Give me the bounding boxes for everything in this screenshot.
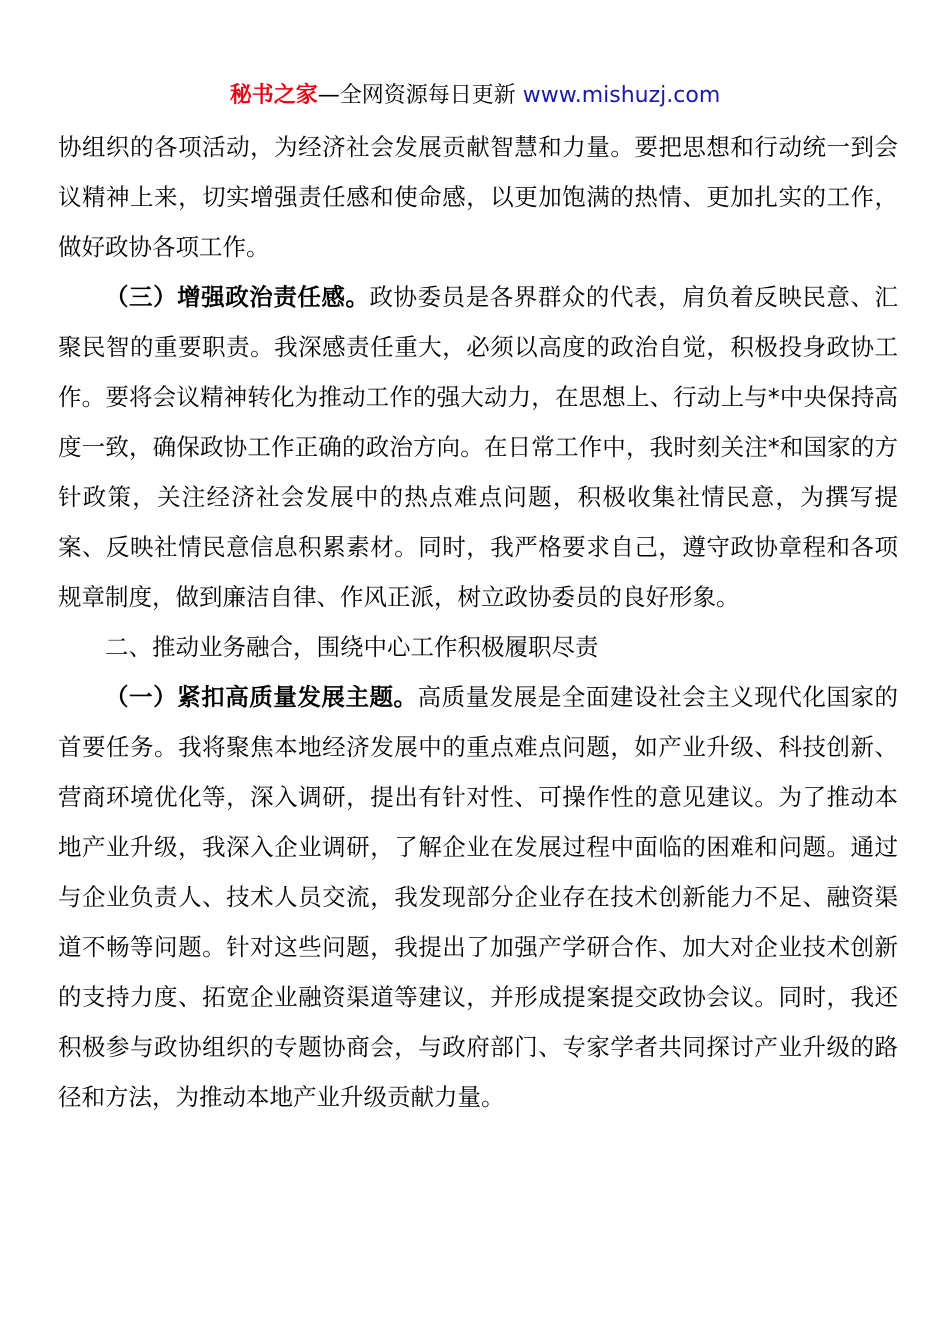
paragraph-political-responsibility	[58, 272, 898, 622]
paragraph-text: 协组织的各项活动，为经济社会发展贡献智慧和力量。要把思想和行动统一到会议精神上来，切实增强责任感和使命感，以更加饱满的热情、更加扎实的工作，做好政协各项工作。	[58, 133, 898, 261]
brand-name: 秘书之家	[229, 83, 318, 108]
paragraph-text: 政协委员是各界群众的代表，肩负着反映民意、汇聚民智的重要职责。我深感责任重大，必须以高度的政治自觉，积极投身政协工作。要将会议精神转化为推动工作的强大动力，在思想上、行动上与*中央保持高度一致，确保政协工作正确的政治方向。在日常工作中，我时刻关注*和国家的方针政策，关注经济社会发展中的热点难点问题，积极收集社情民意，为撰写提案、反映社情民意信息积累素材。同时，我严格要求自己，遵守政协章程和各项规章制度，做到廉洁自律、作风正派，树立政协委员的良好形象。	[58, 283, 898, 611]
header-tagline: —全网资源每日更新	[317, 83, 523, 108]
paragraph-continuation	[58, 122, 898, 272]
site-watermark-header	[0, 78, 950, 114]
paragraph-lead-title: （三）增强政治责任感。	[105, 283, 370, 311]
paragraph-text: 高质量发展是全面建设社会主义现代化国家的首要任务。我将聚焦本地经济发展中的重点难点问题，如产业升级、科技创新、营商环境优化等，深入调研，提出有针对性、可操作性的意见建议。为了推动本地产业升级，我深入企业调研，了解企业在发展过程中面临的困难和问题。通过与企业负责人、技术人员交流，我发现部分企业存在技术创新能力不足、融资渠道不畅等问题。针对这些问题，我提出了加强产学研合作、加大对企业技术创新的支持力度、拓宽企业融资渠道等建议，并形成提案提交政协会议。同时，我还积极参与政协组织的专题协商会，与政府部门、专家学者共同探讨产业升级的路径和方法，为推动本地产业升级贡献力量。	[58, 683, 898, 1111]
paragraph-high-quality-development	[58, 672, 898, 1122]
paragraph-lead-title: （一）紧扣高质量发展主题。	[105, 683, 418, 711]
section-heading: 二、推动业务融合，围绕中心工作积极履职尽责	[105, 633, 599, 661]
document-body	[58, 122, 898, 1122]
site-url-link[interactable]: www.mishuzj.com	[522, 83, 721, 108]
